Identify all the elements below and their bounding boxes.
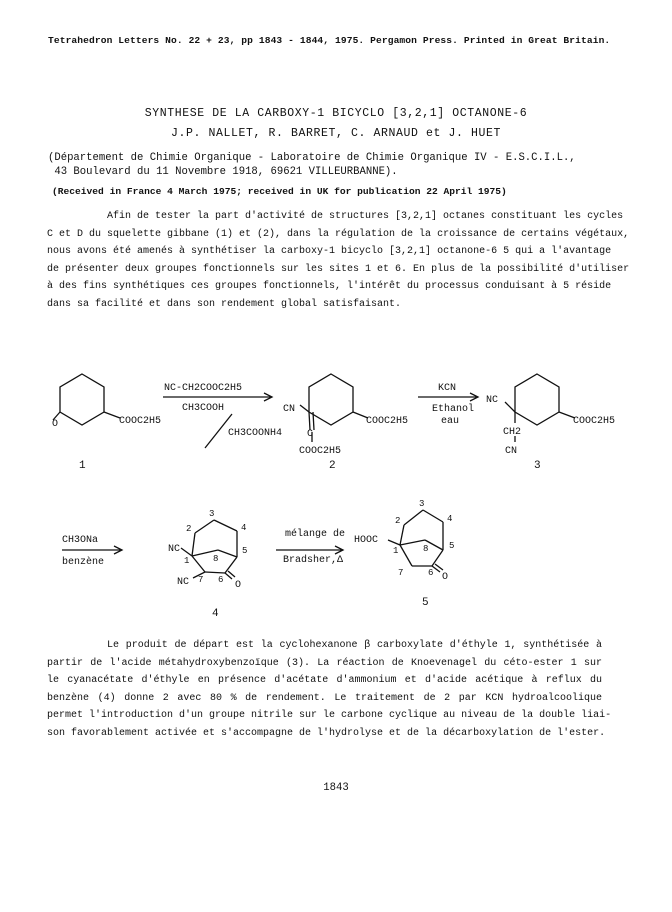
carboxylic-acid-label: HOOC [354, 535, 379, 546]
ring-position-6: 6 [218, 575, 224, 585]
text-line: son favorablement activée et s'accompagne de l'hydrolyse et de la décarboxylation de l'ester. [47, 727, 606, 739]
reagent-bradsher: Bradsher,Δ [283, 555, 344, 566]
ester-group-label: COOC2H5 [366, 416, 409, 427]
reaction-scheme [0, 350, 672, 620]
affiliation-line: (Département de Chimie Organique - Laboratoire de Chimie Organique IV - E.S.C.I.L., [48, 152, 576, 164]
ring-position-1: 1 [393, 546, 399, 556]
carbon-label: C [307, 429, 314, 440]
journal-header: Tetrahedron Letters No. 22 + 23, pp 1843 - 1844, 1975. Pergamon Press. Printed in Great Britain. [48, 35, 611, 46]
article-authors: J.P. NALLET, R. BARRET, C. ARNAUD et J. HUET [170, 127, 502, 140]
ring-position-3: 3 [209, 509, 215, 519]
compound-label-5: 5 [422, 597, 429, 609]
ring-position-7: 7 [198, 575, 204, 585]
methylene-label: CH2 [503, 427, 522, 438]
affiliation [48, 151, 576, 179]
text-line: C et D du squelette gibbane (1) et (2), dans la régulation de la croissance de certains végétaux, [47, 228, 630, 240]
reagent-acetic-acid: CH3COOH [182, 403, 225, 414]
oxygen-label: O [52, 419, 59, 430]
body-paragraph [47, 637, 612, 743]
text-line: le cyanacétate d'éthyle en présence d'acétate d'ammonium et d'acide acétique à reflux du [47, 675, 602, 687]
ring-position-5: 5 [242, 546, 248, 556]
reagent-water: eau [441, 416, 460, 427]
ring-position-4: 4 [241, 523, 247, 533]
reagent-cyanoacetate: NC-CH2COOC2H5 [164, 383, 243, 394]
ring-position-7: 7 [398, 568, 404, 578]
ester-group-label: COOC2H5 [299, 446, 342, 457]
reagent-mixture: mélange de [285, 529, 346, 540]
reagent-sodium-methoxide: CH3ONa [62, 535, 99, 546]
ring-position-5: 5 [449, 541, 455, 551]
compound-label-1: 1 [79, 460, 86, 472]
nitrile-label: NC [486, 395, 499, 406]
text-line: de présenter deux groupes fonctionnels sur les sites 1 et 6. En plus de la possibilité d'utiliser [47, 263, 630, 275]
text-line: Le produit de départ est la cyclohexanone β carboxylate d'éthyle 1, synthétisée à [107, 640, 602, 651]
article-title: SYNTHESE DE LA CARBOXY-1 BICYCLO [3,2,1] OCTANONE-6 [144, 107, 528, 120]
ester-group-label: COOC2H5 [119, 416, 162, 427]
reagent-kcn: KCN [438, 383, 457, 394]
oxygen-label: O [442, 572, 449, 583]
cyano-label: CN [283, 404, 296, 415]
text-line: dans sa facilité et dans son rendement global satisfaisant. [47, 298, 402, 310]
text-line: benzène (4) donne 2 avec 80 % de rendement. Le traitement de 2 par KCN hydroalcoolique [47, 692, 602, 704]
nitrile-label: NC [168, 544, 181, 555]
page-number: 1843 [323, 782, 349, 794]
reagent-ethanol: Ethanol [432, 404, 475, 415]
ring-position-1: 1 [184, 556, 190, 566]
ring-position-2: 2 [186, 524, 192, 534]
ring-position-3: 3 [419, 499, 425, 509]
compound-label-3: 3 [534, 460, 541, 472]
ring-position-4: 4 [447, 514, 453, 524]
compound-2-ring [309, 374, 353, 425]
compound-3-ring [515, 374, 559, 425]
affiliation-line: 43 Boulevard du 11 Novembre 1918, 69621 VILLEURBANNE). [48, 166, 398, 178]
text-line: Afin de tester la part d'activité de structures [3,2,1] octanes constituant les cycles [107, 211, 624, 222]
nitrile-label: NC [177, 577, 190, 588]
reagent-ammonium-acetate: CH3COONH4 [228, 428, 283, 439]
text-line: à des fins synthétiques ces groupes fonctionnels, l'intérêt du processus conduisant à 5 réside [47, 281, 612, 293]
compound-label-2: 2 [329, 460, 336, 472]
compound-1-ring [60, 374, 104, 425]
text-line: nous avons été amenés à synthétiser la carboxy-1 bicyclo [3,2,1] octanone-6 5 qui a l'avantage [47, 246, 612, 258]
text-line: permet l'introduction d'un groupe nitrile sur le carbone cyclique au niveau de la double liai- [47, 710, 612, 722]
ring-position-8: 8 [423, 544, 429, 554]
received-note: (Received in France 4 March 1975; received in UK for publication 22 April 1975) [52, 186, 507, 197]
intro-paragraph [47, 208, 630, 314]
ring-position-8: 8 [213, 554, 219, 564]
oxygen-label: O [235, 580, 242, 591]
reagent-benzene: benzène [62, 557, 105, 568]
ring-position-2: 2 [395, 516, 401, 526]
cyano-label: CN [505, 446, 518, 457]
compound-label-4: 4 [212, 608, 219, 620]
ester-group-label: COOC2H5 [573, 416, 616, 427]
text-line: partir de l'acide métahydroxybenzoïque (3). La réaction de Knoevenagel du céto-ester 1 sur [47, 657, 602, 669]
ring-position-6: 6 [428, 568, 434, 578]
